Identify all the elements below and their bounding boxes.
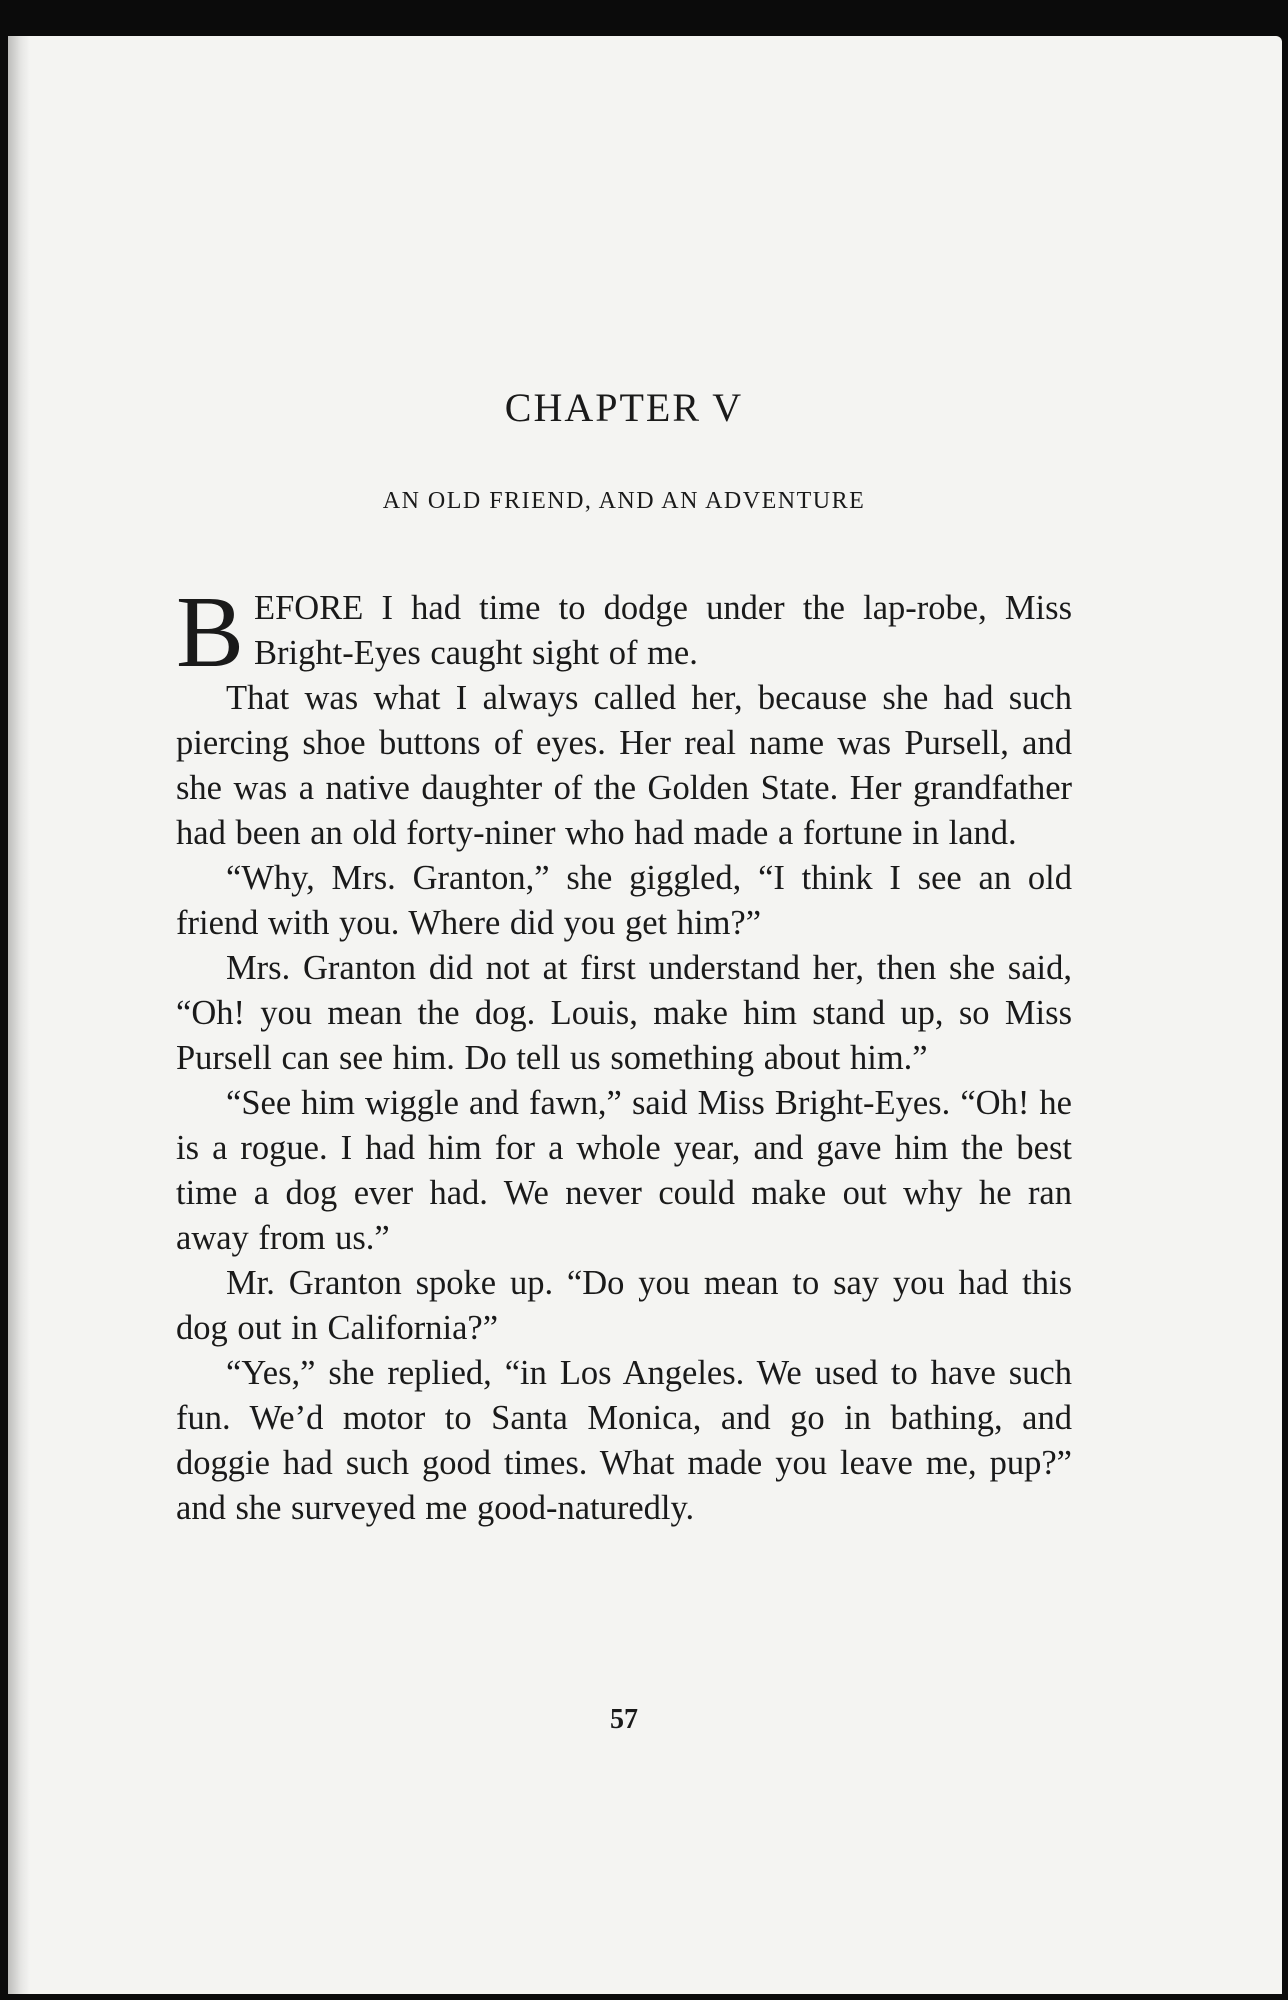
paragraph-1-text: EFORE I had time to dodge under the lap-robe, Miss Bright-Eyes caught sight of me. xyxy=(254,589,1072,672)
paragraph-7: “Yes,” she replied, “in Los Angeles. We used to have such fun. We’d motor to Santa Monica, and go in bathing, and doggie had such good times. What made you leave me, pup?” and she surveyed me good-naturedly. xyxy=(176,1354,1072,1527)
paragraph-3: “Why, Mrs. Granton,” she giggled, “I think I see an old friend with you. Where did you get him?” xyxy=(176,859,1072,942)
page-content xyxy=(176,36,1072,1994)
chapter-subtitle: AN OLD FRIEND, AND AN ADVENTURE xyxy=(382,488,866,514)
paragraph-1 xyxy=(176,576,1072,689)
paragraph-5: “See him wiggle and fawn,” said Miss Bright-Eyes. “Oh! he is a rogue. I had him for a whole year, and gave him the best time a dog ever had. We never could make out why he ran away from us.” xyxy=(176,1084,1072,1257)
paragraph-2: That was what I always called her, because she had such piercing shoe buttons of eyes. Her real name was Pursell, and she was a native daughter of the Golden State. Her grandfather had been an old forty-niner who had made a fortune in land. xyxy=(176,679,1072,852)
chapter-title: CHAPTER V xyxy=(504,385,744,430)
body-text xyxy=(176,576,1072,1531)
page-number: 57 xyxy=(610,1704,638,1735)
page-gutter xyxy=(8,36,30,1994)
drop-cap: B xyxy=(176,576,245,689)
paragraph-4: Mrs. Granton did not at first understand her, then she said, “Oh! you mean the dog. Louis, make him stand up, so Miss Pursell can see him. Do tell us something about him.” xyxy=(176,949,1072,1077)
paragraph-6: Mr. Granton spoke up. “Do you mean to say you had this dog out in California?” xyxy=(176,1264,1072,1347)
book-page xyxy=(8,36,1282,1994)
